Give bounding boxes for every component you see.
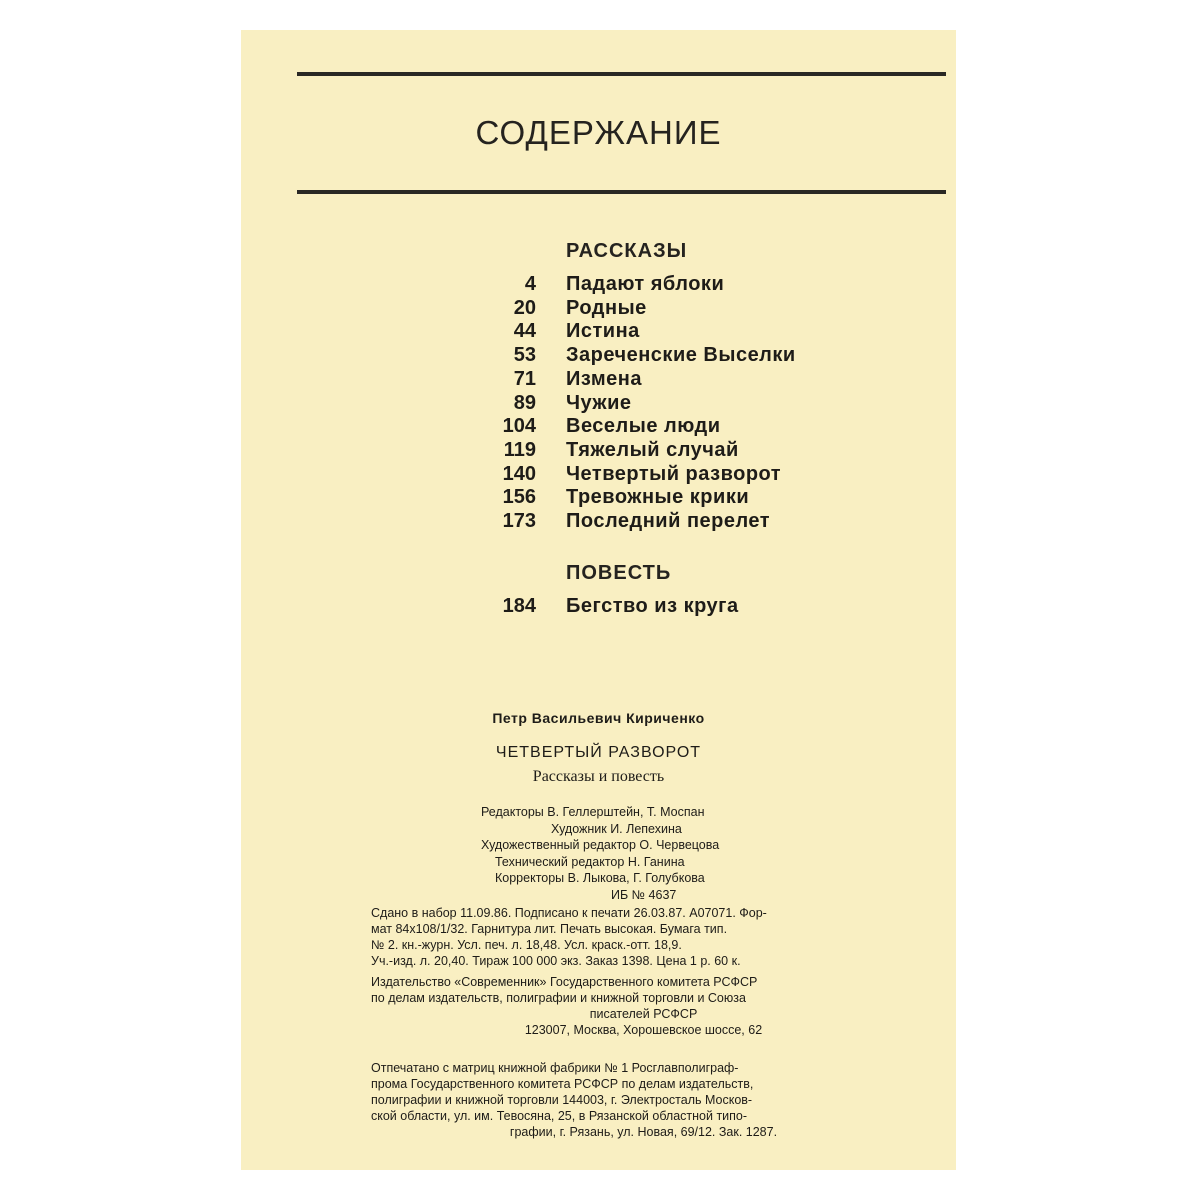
toc-entry-title: Родные [566,297,647,319]
publisher-line: 123007, Москва, Хорошевское шоссе, 62 [524,1023,763,1037]
print-data-line: № 2. кн.-журн. Усл. печ. л. 18,48. Усл. краск.-отт. 18,9. [371,938,682,952]
toc-entry [241,392,956,416]
print-data-line: Сдано в набор 11.09.86. Подписано к печати 26.03.87. А07071. Фор- [371,906,767,920]
credit-line: Редакторы В. Геллерштейн, Т. Моспан [481,805,705,819]
top-rule [297,72,946,76]
toc-page-number: 89 [513,392,536,414]
toc-entry [241,344,956,368]
publisher-line: писателей РСФСР [589,1007,698,1021]
imprint-book-title: ЧЕТВЕРТЫЙ РАЗВОРОТ [495,744,702,761]
bottom-rule [297,190,946,194]
print-data-line: Уч.-изд. л. 20,40. Тираж 100 000 экз. Заказ 1398. Цена 1 р. 60 к. [371,954,741,968]
credit-line: Художник И. Лепехина [551,821,682,836]
toc-entry [241,368,956,392]
book-page [241,30,956,1170]
publisher-line: Издательство «Современник» Государственного комитета РСФСР [371,975,758,989]
credits-block [481,804,719,887]
toc-entry [241,320,956,344]
toc-entry-title: Истина [566,320,640,342]
toc-entry [241,595,956,619]
toc-entry [241,273,956,297]
toc-entry-title: Тревожные крики [566,486,750,508]
ib-number: ИБ № 4637 [611,888,677,902]
toc-entry-title: Веселые люди [566,415,721,437]
toc-entry-title: Четвертый разворот [566,463,782,485]
toc-entry-title: Бегство из круга [566,595,739,617]
toc-page-number: 104 [502,415,536,437]
publisher-line: по делам издательств, полиграфии и книжной торговли и Союза [371,991,746,1005]
printer-block [371,1060,916,1140]
section-heading-novella: ПОВЕСТЬ [566,562,672,584]
toc-page-number: 140 [502,463,536,485]
toc-title: СОДЕРЖАНИЕ [475,114,722,151]
publisher-block [371,974,916,1038]
toc-entry [241,415,956,439]
toc-page-number: 20 [513,297,536,319]
printer-line: полиграфии и книжной торговли 144003, г. Электросталь Москов- [371,1093,753,1107]
toc-entry [241,510,956,534]
toc-page-number: 119 [503,439,536,461]
toc-entry-title: Измена [566,368,642,390]
toc-entry [241,297,956,321]
toc-page-number: 71 [513,368,536,390]
printer-line: ской области, ул. им. Тевосяна, 25, в Рязанской областной типо- [371,1109,748,1123]
toc-entry-title: Тяжелый случай [566,439,739,461]
toc-page-number: 173 [502,510,536,532]
printer-line: Отпечатано с матриц книжной фабрики № 1 Росглавполиграф- [371,1061,739,1075]
toc-entry-title: Падают яблоки [566,273,725,295]
toc-entry [241,439,956,463]
credit-line: Технический редактор Н. Ганина [495,854,685,869]
toc-entry-title: Зареченские Выселки [566,344,796,366]
toc-entry [241,486,956,510]
toc-page-number: 4 [524,273,536,295]
toc-entry-title: Чужие [566,392,632,414]
print-data-line: мат 84х108/1/32. Гарнитура лит. Печать высокая. Бумага тип. [371,922,728,936]
toc-entry-title: Последний перелет [566,510,771,532]
printer-line: графии, г. Рязань, ул. Новая, 69/12. Зак. 1287. [509,1125,778,1139]
toc-page-number: 53 [513,344,536,366]
credit-line: Корректоры В. Лыкова, Г. Голубкова [495,871,705,885]
printer-line: прома Государственного комитета РСФСР по делам издательств, [371,1077,754,1091]
imprint-subtitle: Рассказы и повесть [532,768,665,785]
print-data-block [371,905,916,969]
toc-page-number: 184 [502,595,536,617]
toc-page-number: 156 [502,486,536,508]
credit-line: Художественный редактор О. Червецова [481,838,720,852]
imprint-author: Петр Васильевич Кириченко [492,710,705,726]
toc-entry [241,463,956,487]
section-heading-stories: РАССКАЗЫ [566,240,688,262]
toc-page-number: 44 [513,320,536,342]
